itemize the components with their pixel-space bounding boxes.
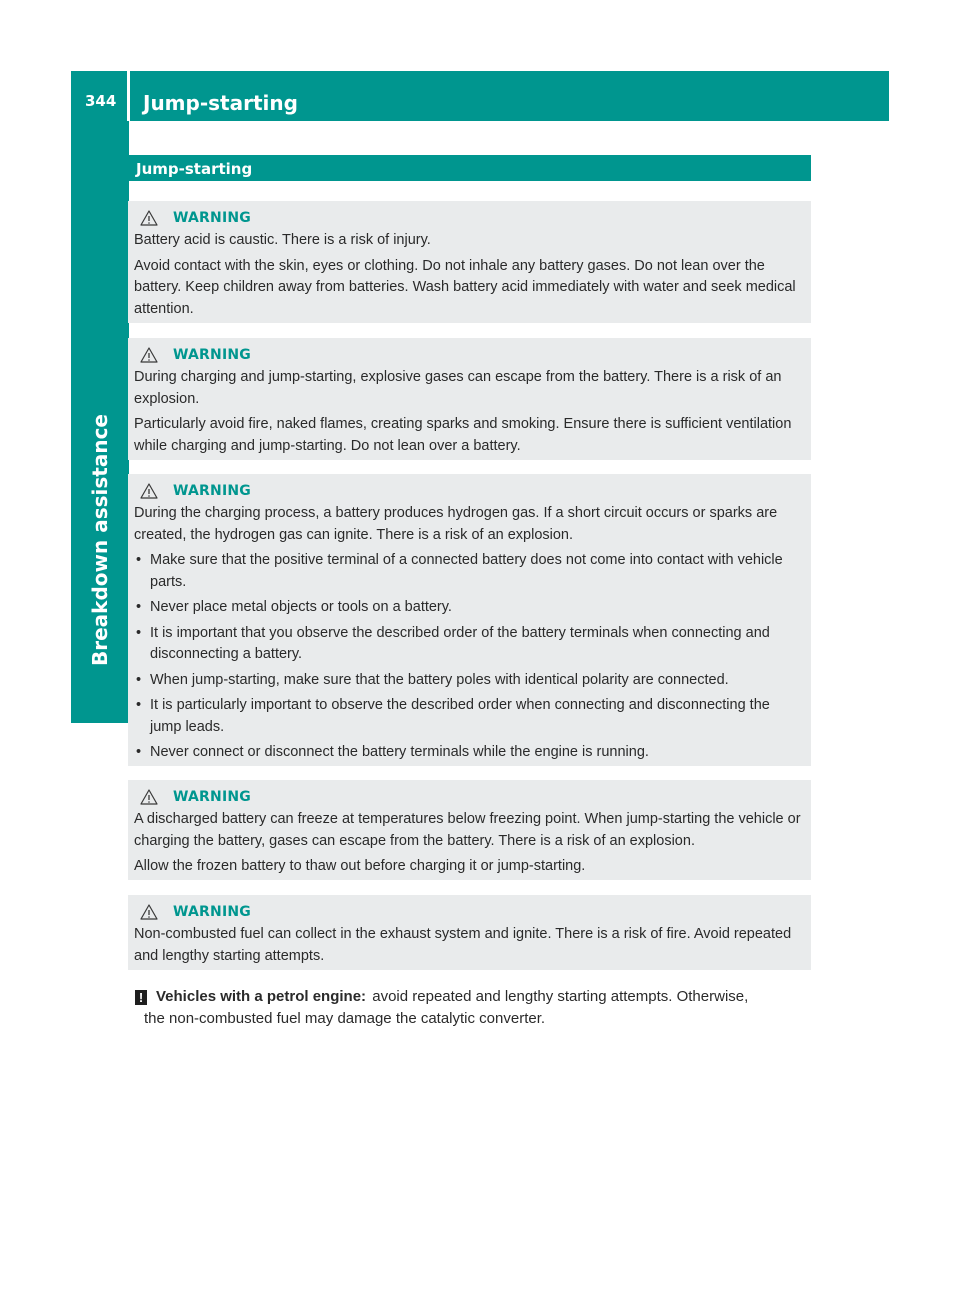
warning-triangle-icon (140, 789, 158, 805)
bullet-text: When jump-starting, make sure that the battery poles with identical polarity are connected. (150, 671, 729, 688)
bullet-dot: • (136, 624, 142, 641)
warning-box (128, 338, 811, 460)
note-text: avoid repeated and lengthy starting attempts. Otherwise, (372, 988, 749, 1005)
bullet-item (134, 597, 805, 619)
bullet-item (134, 742, 805, 764)
bullet-dot: • (136, 552, 142, 568)
bullet-text: It is particularly important to observe the described order when connecting and disconnecting the jump leads. (150, 697, 770, 735)
note-continuation: the non-combusted fuel may damage the catalytic converter. (144, 1010, 546, 1027)
warning-triangle-icon (140, 904, 158, 920)
bullet-item (134, 670, 805, 692)
section-title: Jump-starting (136, 160, 253, 178)
warning-text: Particularly avoid fire, naked flames, creating sparks and smoking. Ensure there is sufficient ventilation while charging and jump-starting. Do not lean over a battery. (134, 416, 792, 454)
warning-heading (140, 481, 805, 500)
warning-text: Avoid contact with the skin, eyes or clothing. Do not inhale any battery gases. Do not lean over the battery. Keep children away from batteries. Wash battery acid immediately with water and seek medical attention. (134, 257, 796, 317)
warning-text: Battery acid is caustic. There is a risk of injury. (134, 232, 431, 248)
warning-triangle-icon (140, 483, 158, 499)
note-lead: Vehicles with a petrol engine: (156, 988, 367, 1005)
warning-box (128, 895, 811, 970)
bullet-text: Never connect or disconnect the battery terminals while the engine is running. (150, 744, 649, 760)
note-line (135, 986, 811, 1008)
bullet-dot: • (136, 599, 142, 615)
note (135, 986, 811, 1030)
warning-label: WARNING (173, 346, 251, 363)
warning-triangle-icon (140, 347, 158, 363)
page-header (71, 71, 889, 121)
warning-box (128, 474, 811, 766)
bullet-text: Make sure that the positive terminal of a connected battery does not come into contact with vehicle parts. (150, 552, 783, 590)
bullet-text: It is important that you observe the described order of the battery terminals when connecting and disconnecting a battery. (150, 624, 770, 662)
warning-label: WARNING (173, 788, 251, 805)
warning-box (128, 201, 811, 323)
warning-text: Non-combusted fuel can collect in the exhaust system and ignite. There is a risk of fire. Avoid repeated and lengthy starting attempts. (134, 926, 792, 964)
bullet-item (134, 695, 805, 738)
bullet-item (134, 623, 805, 666)
warning-heading (140, 787, 805, 806)
warning-heading (140, 345, 805, 364)
exclamation-icon: ! (135, 990, 147, 1005)
bullet-text: Never place metal objects or tools on a battery. (150, 599, 452, 615)
header-title: Jump-starting (143, 91, 298, 115)
warning-text: A discharged battery can freeze at temperatures below freezing point. When jump-starting the vehicle or charging the battery, gases can escape from the battery. There is a risk of an explosion. (134, 811, 801, 849)
section-heading (128, 155, 811, 181)
warning-triangle-icon (140, 210, 158, 226)
warning-heading (140, 902, 805, 921)
bullet-item (134, 550, 805, 593)
warning-text: During charging and jump-starting, explosive gases can escape from the battery. There is a risk of an explosion. (134, 369, 782, 407)
warning-box (128, 780, 811, 880)
warning-text: During the charging process, a battery produces hydrogen gas. If a short circuit occurs or sparks are created, the hydrogen gas can ignite. There is a risk of an explosion. (134, 505, 778, 543)
bullet-dot: • (136, 697, 142, 713)
bullet-dot: • (136, 744, 142, 760)
warning-label: WARNING (173, 209, 251, 226)
bullet-dot: • (136, 671, 142, 688)
page-number: 344 (85, 92, 117, 110)
header-divider (127, 71, 130, 121)
warning-text: Allow the frozen battery to thaw out before charging it or jump-starting. (134, 858, 586, 874)
warning-label: WARNING (173, 903, 251, 920)
warning-label: WARNING (173, 482, 251, 499)
side-tab-label: Breakdown assistance (88, 414, 112, 666)
warning-heading (140, 208, 805, 227)
